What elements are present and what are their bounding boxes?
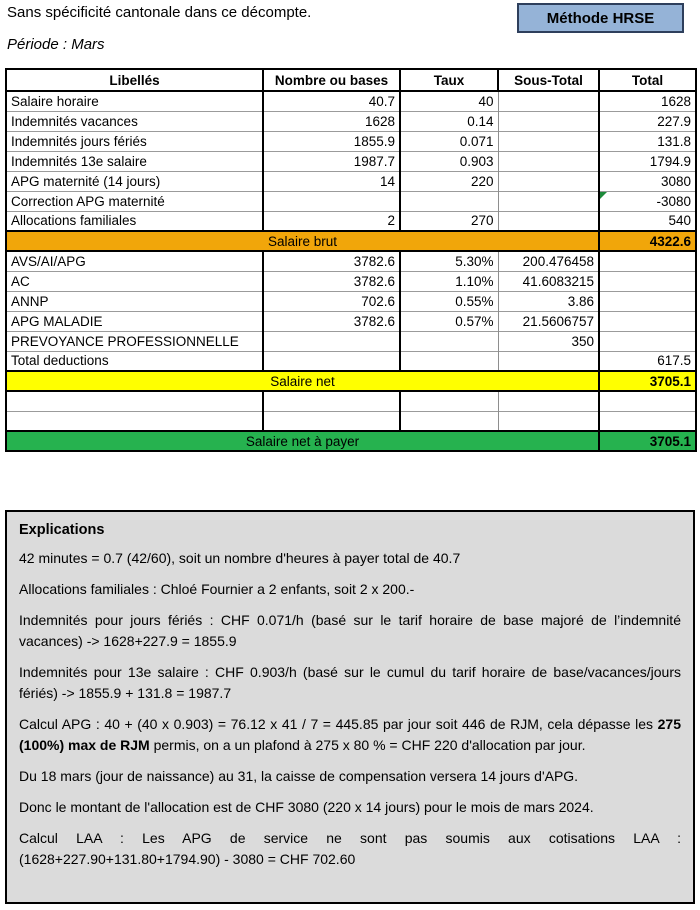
cell-r13-c4[interactable]: 350	[498, 331, 599, 351]
cell-r2-c2[interactable]: 1628	[263, 111, 400, 131]
table-row	[6, 91, 696, 111]
cell-r13-c3[interactable]	[400, 331, 498, 351]
cell-r6-c4[interactable]	[498, 191, 599, 211]
cell-r3-c3[interactable]: 0.071	[400, 131, 498, 151]
cell-r7-c5[interactable]: 540	[599, 211, 696, 231]
cell-r11-c1[interactable]: ANNP	[6, 291, 263, 311]
explanation-paragraph: Donc le montant de l'allocation est de CHF 3080 (220 x 14 jours) pour le mois de mars 2024.	[19, 799, 594, 815]
cell-r2-c3[interactable]: 0.14	[400, 111, 498, 131]
cell-r5-c5[interactable]: 3080	[599, 171, 696, 191]
cell-r17-c1[interactable]	[6, 411, 263, 431]
cell-r16-c4[interactable]	[498, 391, 599, 411]
table-row	[6, 111, 696, 131]
band-label[interactable]: Salaire net	[6, 371, 599, 391]
cell-r10-c4[interactable]: 41.6083215	[498, 271, 599, 291]
table-row	[6, 131, 696, 151]
cell-r7-c3[interactable]: 270	[400, 211, 498, 231]
explanation-paragraph: Allocations familiales : Chloé Fournier a 2 enfants, soit 2 x 200.-	[19, 581, 415, 597]
cell-r6-c1[interactable]: Correction APG maternité	[6, 191, 263, 211]
cell-r16-c3[interactable]	[400, 391, 498, 411]
explanation-paragraph: Calcul LAA : Les APG de service ne sont pas soumis aux cotisations LAA : (1628+227.90+131.80+1794.90) - 3080 = CHF 702.60	[19, 830, 681, 867]
cell-r14-c4[interactable]	[498, 351, 599, 371]
cell-r9-c3[interactable]: 5.30%	[400, 251, 498, 271]
table-row	[6, 371, 696, 391]
cell-r4-c2[interactable]: 1987.7	[263, 151, 400, 171]
cell-r3-c4[interactable]	[498, 131, 599, 151]
table-row	[6, 271, 696, 291]
cell-r9-c4[interactable]: 200.476458	[498, 251, 599, 271]
explanation-paragraph: Calcul APG : 40 + (40 x 0.903) = 76.12 x 41 / 7 = 445.85 par jour soit 446 de RJM, cela dépasse les 275 (100%) max de RJM permis, on a un plafond à 275 x 80 % = CHF 220 d'allocation par jour.	[19, 716, 681, 753]
table-row	[6, 411, 696, 431]
cell-r2-c1[interactable]: Indemnités vacances	[6, 111, 263, 131]
period-label: Période : Mars	[7, 36, 105, 53]
cell-r10-c3[interactable]: 1.10%	[400, 271, 498, 291]
table-row	[6, 231, 696, 251]
table-row	[6, 351, 696, 371]
cell-r10-c5[interactable]	[599, 271, 696, 291]
methode-hrse-button[interactable]: Méthode HRSE	[517, 3, 684, 33]
cell-r11-c4[interactable]: 3.86	[498, 291, 599, 311]
cell-r13-c5[interactable]	[599, 331, 696, 351]
band-total[interactable]: 3705.1	[599, 371, 696, 391]
cell-r12-c5[interactable]	[599, 311, 696, 331]
explanations-heading: Explications	[19, 522, 105, 538]
cell-r5-c1[interactable]: APG maternité (14 jours)	[6, 171, 263, 191]
cell-r13-c1[interactable]: PREVOYANCE PROFESSIONNELLE	[6, 331, 263, 351]
cell-r4-c1[interactable]: Indemnités 13e salaire	[6, 151, 263, 171]
table-row	[6, 391, 696, 411]
cell-r11-c3[interactable]: 0.55%	[400, 291, 498, 311]
cell-r9-c1[interactable]: AVS/AI/APG	[6, 251, 263, 271]
cell-r5-c3[interactable]: 220	[400, 171, 498, 191]
cell-corner-flag-icon	[600, 192, 607, 199]
cell-r7-c4[interactable]	[498, 211, 599, 231]
cell-r1-c3[interactable]: 40	[400, 91, 498, 111]
cell-r7-c2[interactable]: 2	[263, 211, 400, 231]
page-title: Sans spécificité cantonale dans ce décompte.	[7, 4, 312, 21]
band-label[interactable]: Salaire brut	[6, 231, 599, 251]
cell-r16-c1[interactable]	[6, 391, 263, 411]
table-row	[6, 211, 696, 231]
cell-r5-c4[interactable]	[498, 171, 599, 191]
column-header-4[interactable]: Sous-Total	[498, 69, 599, 91]
table-header	[6, 69, 696, 91]
cell-r7-c1[interactable]: Allocations familiales	[6, 211, 263, 231]
table-row	[6, 431, 696, 451]
cell-r6-c5[interactable]: -3080	[599, 191, 696, 211]
spreadsheet	[5, 68, 697, 452]
cell-r14-c2[interactable]	[263, 351, 400, 371]
cell-r6-c3[interactable]	[400, 191, 498, 211]
cell-r17-c4[interactable]	[498, 411, 599, 431]
cell-r12-c1[interactable]: APG MALADIE	[6, 311, 263, 331]
band-total[interactable]: 4322.6	[599, 231, 696, 251]
cell-r1-c2[interactable]: 40.7	[263, 91, 400, 111]
cell-r14-c1[interactable]: Total deductions	[6, 351, 263, 371]
explanation-paragraph: Indemnités pour 13e salaire : CHF 0.903/h (basé sur le cumul du tarif horaire de base/vacances/jours fériés) -> 1855.9 + 131.8 = 1987.7	[19, 664, 681, 701]
band-total[interactable]: 3705.1	[599, 431, 696, 451]
cell-r12-c2[interactable]: 3782.6	[263, 311, 400, 331]
cell-r6-c2[interactable]	[263, 191, 400, 211]
cell-r9-c2[interactable]: 3782.6	[263, 251, 400, 271]
cell-r10-c2[interactable]: 3782.6	[263, 271, 400, 291]
cell-r11-c5[interactable]	[599, 291, 696, 311]
table-header-row	[6, 69, 696, 91]
explanation-paragraph: Indemnités pour jours fériés : CHF 0.071/h (basé sur le tarif horaire de base majoré de l’indemnité vacances) -> 1628+227.9 = 1855.9	[19, 612, 681, 649]
cell-r4-c4[interactable]	[498, 151, 599, 171]
cell-r9-c5[interactable]	[599, 251, 696, 271]
table-row	[6, 251, 696, 271]
cell-r16-c5[interactable]	[599, 391, 696, 411]
cell-r3-c1[interactable]: Indemnités jours fériés	[6, 131, 263, 151]
explanation-paragraph: Du 18 mars (jour de naissance) au 31, la caisse de compensation versera 14 jours d'APG.	[19, 768, 579, 784]
cell-r3-c2[interactable]: 1855.9	[263, 131, 400, 151]
salary-table	[5, 68, 697, 452]
explanations-paragraphs	[19, 548, 681, 870]
cell-r14-c3[interactable]	[400, 351, 498, 371]
table-row	[6, 311, 696, 331]
table-row	[6, 291, 696, 311]
cell-r13-c2[interactable]	[263, 331, 400, 351]
cell-r12-c3[interactable]: 0.57%	[400, 311, 498, 331]
cell-r11-c2[interactable]: 702.6	[263, 291, 400, 311]
cell-r17-c3[interactable]	[400, 411, 498, 431]
column-header-2[interactable]: Nombre ou bases	[263, 69, 400, 91]
table-row	[6, 331, 696, 351]
cell-r12-c4[interactable]: 21.5606757	[498, 311, 599, 331]
cell-r10-c1[interactable]: AC	[6, 271, 263, 291]
cell-r16-c2[interactable]	[263, 391, 400, 411]
cell-r17-c2[interactable]	[263, 411, 400, 431]
band-label[interactable]: Salaire net à payer	[6, 431, 599, 451]
cell-r4-c3[interactable]: 0.903	[400, 151, 498, 171]
explanations-box	[5, 510, 695, 904]
table-row	[6, 151, 696, 171]
cell-r17-c5[interactable]	[599, 411, 696, 431]
table-row	[6, 191, 696, 211]
column-header-1[interactable]: Libellés	[6, 69, 263, 91]
explanation-paragraph: 42 minutes = 0.7 (42/60), soit un nombre d'heures à payer total de 40.7	[19, 550, 461, 566]
cell-r5-c2[interactable]: 14	[263, 171, 400, 191]
cell-r1-c1[interactable]: Salaire horaire	[6, 91, 263, 111]
table-row	[6, 171, 696, 191]
column-header-3[interactable]: Taux	[400, 69, 498, 91]
cell-r4-c5[interactable]: 1794.9	[599, 151, 696, 171]
cell-r14-c5[interactable]: 617.5	[599, 351, 696, 371]
cell-r1-c4[interactable]	[498, 91, 599, 111]
column-header-5[interactable]: Total	[599, 69, 696, 91]
cell-r2-c4[interactable]	[498, 111, 599, 131]
cell-r1-c5[interactable]: 1628	[599, 91, 696, 111]
cell-r3-c5[interactable]: 131.8	[599, 131, 696, 151]
cell-r2-c5[interactable]: 227.9	[599, 111, 696, 131]
